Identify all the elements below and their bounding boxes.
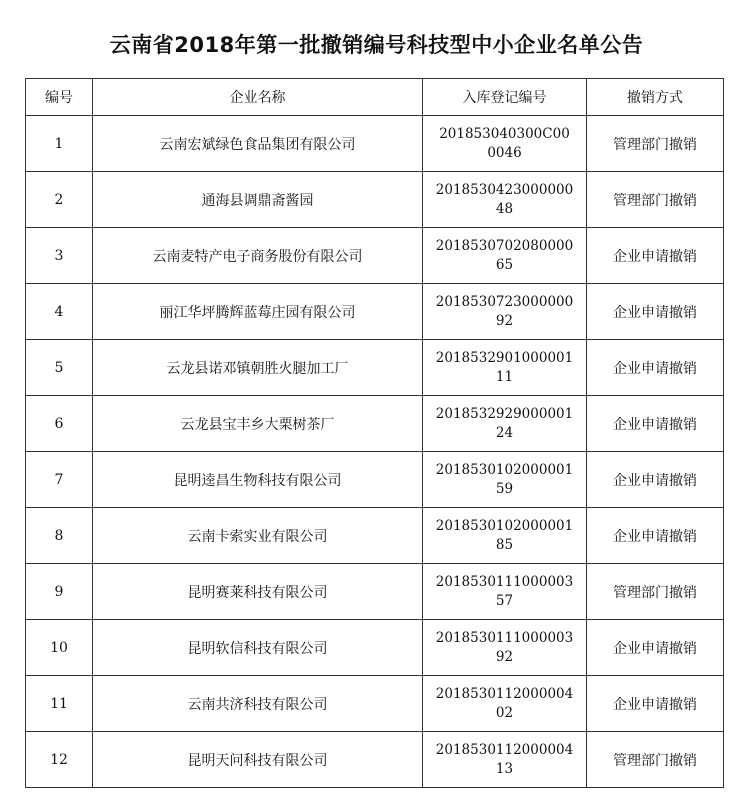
row-no: 3 (26, 228, 93, 284)
registration-code: 201853011200000413 (435, 741, 574, 777)
row-no: 5 (26, 340, 93, 396)
revocation-method: 管理部门撤销 (587, 732, 724, 788)
row-no: 2 (26, 172, 93, 228)
revocation-method: 管理部门撤销 (587, 564, 724, 620)
row-no: 4 (26, 284, 93, 340)
registration-code-cell (423, 116, 587, 172)
revocation-method: 企业申请撤销 (587, 284, 724, 340)
header-no: 编号 (26, 79, 93, 116)
registration-code: 201853011200000402 (435, 685, 574, 721)
revocation-method: 企业申请撤销 (587, 508, 724, 564)
registration-code-cell (423, 228, 587, 284)
table-row (26, 228, 724, 284)
registration-code-cell (423, 340, 587, 396)
table-row (26, 620, 724, 676)
row-no: 11 (26, 676, 93, 732)
table-header-row (26, 79, 724, 116)
registration-code: 201853010200000159 (435, 461, 574, 497)
row-no: 8 (26, 508, 93, 564)
header-company-name: 企业名称 (93, 79, 423, 116)
registration-code-cell (423, 508, 587, 564)
table-row (26, 396, 724, 452)
table-row (26, 452, 724, 508)
company-name: 通海县调鼎斋酱园 (93, 172, 423, 228)
registration-code: 201853042300000048 (435, 181, 574, 217)
company-name: 云南宏斌绿色食品集团有限公司 (93, 116, 423, 172)
revocation-method: 企业申请撤销 (587, 340, 724, 396)
registration-code: 201853070208000065 (435, 237, 574, 273)
page-title: 云南省2018年第一批撤销编号科技型中小企业名单公告 (109, 33, 644, 57)
revocation-method: 企业申请撤销 (587, 228, 724, 284)
table-body (26, 116, 724, 788)
revocation-method: 企业申请撤销 (587, 452, 724, 508)
registration-code-cell (423, 172, 587, 228)
row-no: 9 (26, 564, 93, 620)
registration-code-cell (423, 284, 587, 340)
table-row (26, 564, 724, 620)
revocation-table (25, 78, 724, 788)
company-name: 昆明赛莱科技有限公司 (93, 564, 423, 620)
company-name: 昆明逵昌生物科技有限公司 (93, 452, 423, 508)
company-name: 云南共济科技有限公司 (93, 676, 423, 732)
registration-code-cell (423, 396, 587, 452)
table-row (26, 340, 724, 396)
registration-code: 201853010200000185 (435, 517, 574, 553)
row-no: 10 (26, 620, 93, 676)
registration-code-cell (423, 732, 587, 788)
company-name: 云南卡索实业有限公司 (93, 508, 423, 564)
row-no: 12 (26, 732, 93, 788)
company-name: 云龙县宝丰乡大栗树茶厂 (93, 396, 423, 452)
registration-code: 201853290100000111 (435, 349, 574, 385)
company-name: 丽江华坪腾辉蓝莓庄园有限公司 (93, 284, 423, 340)
revocation-method: 企业申请撤销 (587, 676, 724, 732)
company-name: 昆明软信科技有限公司 (93, 620, 423, 676)
registration-code-cell (423, 676, 587, 732)
table-row (26, 732, 724, 788)
table-row (26, 508, 724, 564)
revocation-method: 企业申请撤销 (587, 620, 724, 676)
row-no: 6 (26, 396, 93, 452)
registration-code: 201853040300C000046 (439, 125, 570, 161)
revocation-method: 企业申请撤销 (587, 396, 724, 452)
table-row (26, 116, 724, 172)
revocation-method: 管理部门撤销 (587, 172, 724, 228)
header-registration-code: 入库登记编号 (423, 79, 587, 116)
row-no: 1 (26, 116, 93, 172)
table-row (26, 676, 724, 732)
registration-code: 201853072300000092 (435, 293, 574, 329)
revocation-method: 管理部门撤销 (587, 116, 724, 172)
table-row (26, 284, 724, 340)
registration-code: 201853011100000357 (435, 573, 574, 609)
registration-code-cell (423, 564, 587, 620)
company-name: 云南麦特产电子商务股份有限公司 (93, 228, 423, 284)
header-revocation-method: 撤销方式 (587, 79, 724, 116)
registration-code: 201853292900000124 (435, 405, 574, 441)
registration-code-cell (423, 452, 587, 508)
table-row (26, 172, 724, 228)
row-no: 7 (26, 452, 93, 508)
registration-code: 201853011100000392 (435, 629, 574, 665)
company-name: 云龙县诺邓镇朝胜火腿加工厂 (93, 340, 423, 396)
registration-code-cell (423, 620, 587, 676)
company-name: 昆明天问科技有限公司 (93, 732, 423, 788)
